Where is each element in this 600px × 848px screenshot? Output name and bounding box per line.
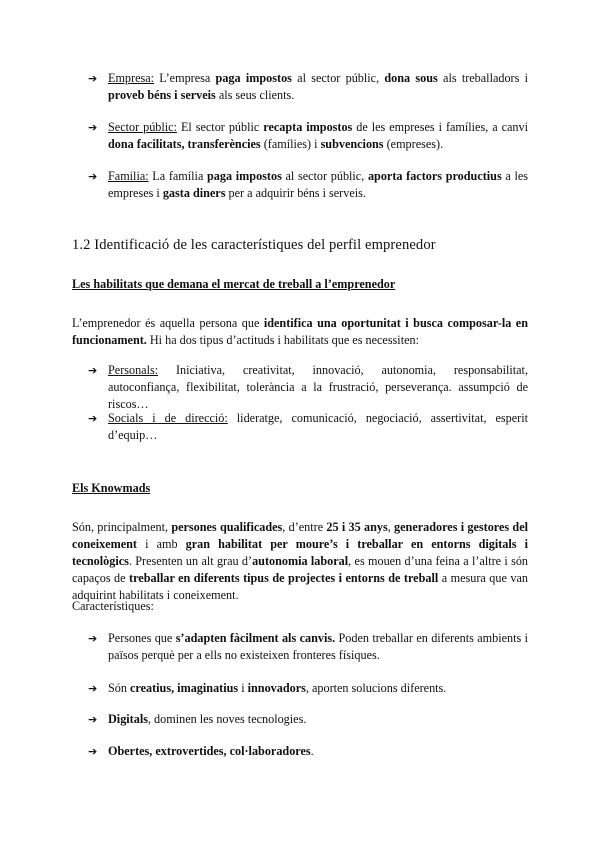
text-run: a les empreses i (108, 169, 529, 200)
text-run: Són, principalment, (72, 520, 172, 534)
bullet-adapten (88, 630, 528, 664)
arrow-icon: ➔ (88, 72, 98, 85)
bullet-personals (88, 362, 528, 413)
bullet-empresa (88, 70, 528, 104)
text-run: lideratge, comunicació, negociació, assertivitat, esperit d’equip… (108, 411, 529, 442)
text-run: Són (108, 681, 131, 695)
underlined-label: Empresa: (108, 71, 155, 85)
bold-run: creatius, imaginatius (130, 681, 239, 695)
arrow-icon: ➔ (88, 632, 98, 645)
bold-run: paga impostos (215, 71, 292, 85)
bullet-text (108, 630, 528, 664)
arrow-icon: ➔ (88, 412, 98, 425)
text-run: als seus clients. (215, 88, 295, 102)
bold-run: innovadors (247, 681, 306, 695)
bold-run: dona sous (384, 71, 438, 85)
text-run: Iniciativa, creativitat, innovació, autonomia, responsabilitat, autoconfiança, flexibilitat, tolerància a la frustració, perseverança. assumpció de riscos… (108, 363, 528, 411)
bullet-sector-public (88, 119, 528, 153)
text-run: a mesura que van adquirint habilitats i coneixement. (72, 571, 528, 602)
bold-run: recapta impostos (263, 120, 353, 134)
text-run: . Presenten un alt grau d’ (128, 554, 253, 568)
bullet-digitals (88, 711, 528, 728)
bullet-text (108, 410, 528, 444)
text-run: al sector públic, (291, 71, 385, 85)
bold-run: gran habilitat per moure’s i treballar en entorns digitals i tecnològics (72, 537, 529, 568)
text-run: i amb (136, 537, 186, 551)
paragraph-knowmads (72, 519, 528, 604)
text-run: , es mouen d’una feina a l’altre i són capaços de (72, 554, 529, 585)
bullet-text (108, 70, 528, 104)
text-run: . (310, 744, 314, 758)
text-run: L’empresa (154, 71, 216, 85)
bold-run: generadores i gestores del coneixement (72, 520, 528, 551)
text-run: El sector públic (176, 120, 264, 134)
bullet-text (108, 168, 528, 202)
subheading-habilitats: Les habilitats que demana el mercat de treball a l’emprenedor (72, 277, 396, 291)
text-run: , d’entre (282, 520, 327, 534)
text-run: de les empreses i famílies, a canvi (352, 120, 528, 134)
arrow-icon: ➔ (88, 745, 98, 758)
subheading-knowmads: Els Knowmads (72, 481, 151, 495)
text-run: Poden treballar en diferents ambients i països perquè per a ells no existeixen fronteres físiques. (108, 631, 528, 662)
text-run: , dominen les noves tecnologies. (147, 712, 307, 726)
underlined-label: Socials i de direcció: (108, 411, 228, 425)
arrow-icon: ➔ (88, 170, 98, 183)
bold-run: Digitals (108, 712, 148, 726)
bold-run: aporta factors productius (367, 169, 502, 183)
underlined-label: Sector públic: (108, 120, 177, 134)
bullet-creatius (88, 680, 528, 697)
underlined-label: Personals: (108, 363, 159, 377)
section-heading: 1.2 Identificació de les característiques del perfil emprenedor (72, 237, 436, 253)
text-run: als treballadors i (437, 71, 529, 85)
bold-run: gasta diners (162, 186, 226, 200)
bullet-obertes (88, 743, 528, 760)
bold-run: treballar en diferents tipus de projectes i entorns de treball (129, 571, 439, 585)
characteristics-label: Característiques: (72, 599, 154, 613)
text-run: i (238, 681, 248, 695)
bold-run: paga impostos (207, 169, 282, 183)
text-run: Persones que (108, 631, 176, 645)
paragraph-emprenedor (72, 315, 528, 349)
arrow-icon: ➔ (88, 682, 98, 695)
text-run: , aporten solucions diferents. (305, 681, 447, 695)
bold-run: Obertes, extrovertides, col·laboradores (108, 744, 311, 758)
bold-run: persones qualificades (171, 520, 283, 534)
text-run: La família (148, 169, 208, 183)
text-run: Hi ha dos tipus d’actituds i habilitats que es necessiten: (146, 333, 419, 347)
bold-run: subvencions (320, 137, 384, 151)
text-run: (empreses). (383, 137, 444, 151)
arrow-icon: ➔ (88, 364, 98, 377)
bullet-familia (88, 168, 528, 202)
bold-run: autonomia laboral (252, 554, 349, 568)
text-run: per a adquirir béns i serveis. (225, 186, 366, 200)
bold-run: identifica una oportunitat i busca composar-la en funcionament. (72, 316, 528, 347)
underlined-label: Familia: (108, 169, 149, 183)
bold-run: 25 i 35 anys (326, 520, 388, 534)
text-run: al sector públic, (281, 169, 368, 183)
text-run: L’emprenedor és aquella persona que (72, 316, 264, 330)
bullet-text (108, 743, 528, 760)
bullet-text (108, 711, 528, 728)
bullet-socials (88, 410, 528, 444)
bold-run: s’adapten fàcilment als canvis. (175, 631, 336, 645)
arrow-icon: ➔ (88, 713, 98, 726)
bold-run: proveb béns i serveis (108, 88, 216, 102)
text-run: , (387, 520, 395, 534)
bullet-text (108, 362, 528, 413)
text-run: (famílies) i (260, 137, 321, 151)
arrow-icon: ➔ (88, 121, 98, 134)
bold-run: dona facilitats, transferències (108, 137, 261, 151)
bullet-text (108, 680, 528, 697)
bullet-text (108, 119, 528, 153)
